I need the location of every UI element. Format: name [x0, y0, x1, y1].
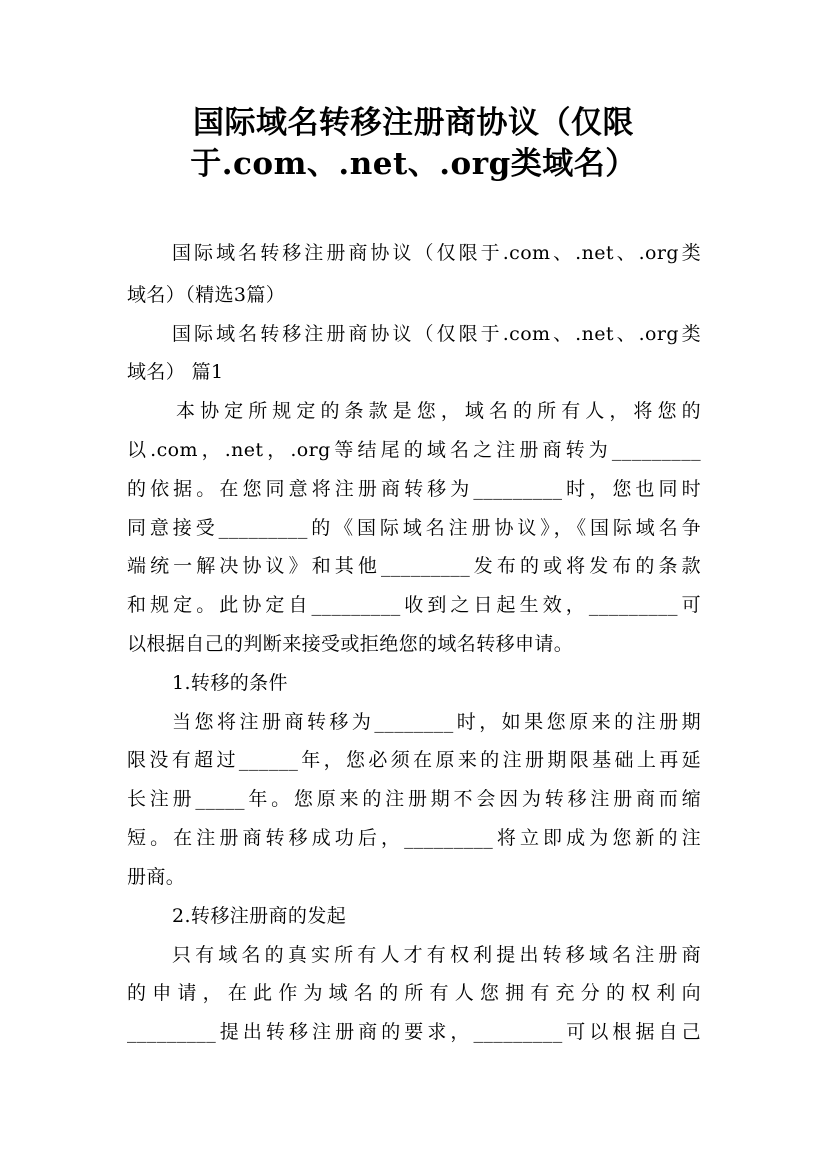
section-heading: 1.转移的条件 [172, 672, 288, 694]
body-line: 同意接受_________的《国际域名注册协议》，《国际域名争 [127, 517, 701, 539]
body-line: 域名）（精选3篇） [127, 284, 286, 306]
body-line: 只有域名的真实所有人才有权利提出转移域名注册商 [172, 944, 701, 966]
body-line: 的依据。在您同意将注册商转移为_________时，您也同时 [127, 478, 701, 500]
section-heading: 2.转移注册商的发起 [172, 905, 347, 927]
document-title-line-1: 国际域名转移注册商协议（仅限 [193, 105, 634, 141]
body-line: _________提出转移注册商的要求，_________可以根据自己 [127, 1021, 701, 1043]
body-line: 域名） 篇1 [127, 361, 224, 383]
document-title-line-2: 于.com、.net、.org类域名） [190, 146, 637, 182]
body-line: 端统一解决协议》和其他_________发布的或将发布的条款 [127, 555, 701, 577]
body-line: 长注册_____年。您原来的注册期不会因为转移注册商而缩 [127, 788, 701, 810]
body-line: 和规定。此协定自_________收到之日起生效，_________可 [127, 594, 701, 616]
body-line: 以.com，.net，.org等结尾的域名之注册商转为_________ [127, 439, 701, 461]
body-line: 册商。 [127, 866, 186, 888]
body-line: 的申请，在此作为域名的所有人您拥有充分的权利向 [127, 982, 701, 1004]
body-line: 短。在注册商转移成功后，_________将立即成为您新的注 [127, 827, 701, 849]
body-line: 本协定所规定的条款是您，域名的所有人，将您的 [176, 400, 701, 422]
body-line: 限没有超过______年，您必须在原来的注册期限基础上再延 [127, 749, 701, 771]
body-line: 当您将注册商转移为________时，如果您原来的注册期 [172, 711, 701, 733]
body-line: 国际域名转移注册商协议（仅限于.com、.net、.org类 [172, 242, 701, 264]
body-line: 国际域名转移注册商协议（仅限于.com、.net、.org类 [172, 323, 701, 345]
body-line: 以根据自己的判断来接受或拒绝您的域名转移申请。 [127, 633, 574, 655]
